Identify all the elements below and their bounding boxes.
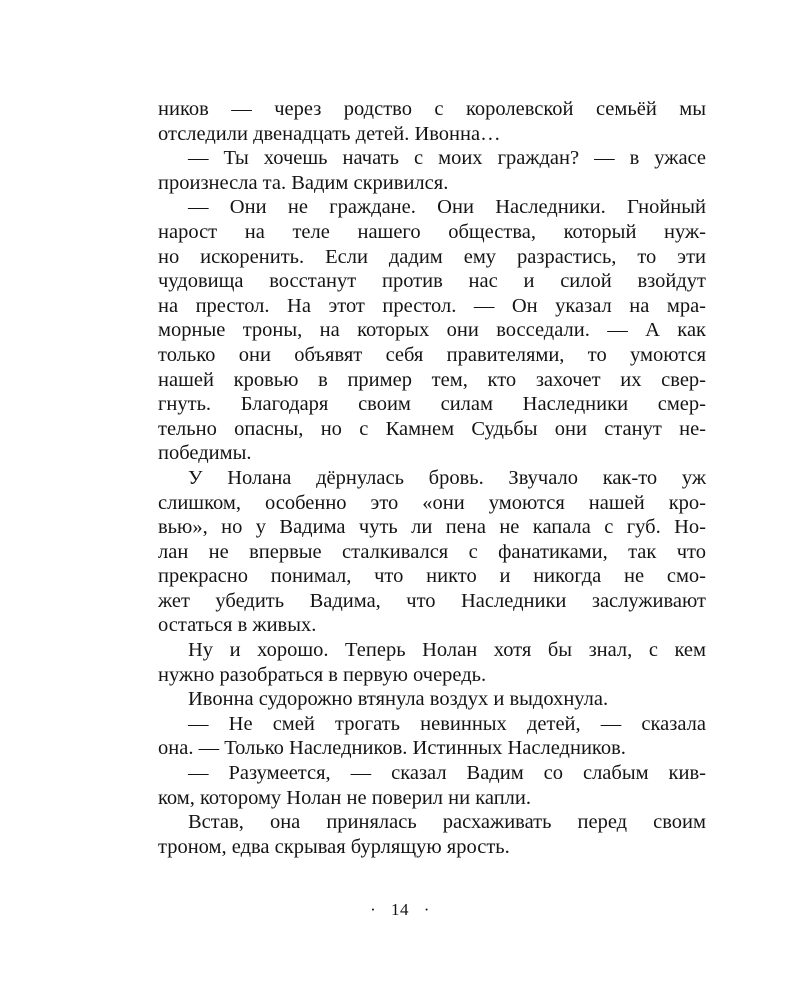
- text-line: — Они не граждане. Они Наследники. Гнойный: [188, 196, 706, 219]
- page-number-dot-right: ·: [423, 900, 430, 919]
- text-line: — Ты хочешь начать с моих граждан? — в ужасе: [188, 147, 706, 170]
- text-line: отследили двенадцать детей. Ивонна…: [158, 122, 501, 145]
- text-line: она. — Только Наследников. Истинных Наследников.: [158, 737, 626, 760]
- text-line: тельно опасны, но с Камнем Судьбы они станут не-: [158, 417, 706, 440]
- text-line: лан не впервые сталкивался с фанатиками, так что: [158, 540, 706, 563]
- text-line: вью», но у Вадима чуть ли пена не капала с губ. Но-: [158, 516, 706, 539]
- text-line: Встав, она принялась расхаживать перед своим: [188, 811, 706, 834]
- text-line: троном, едва скрывая бурлящую ярость.: [158, 835, 510, 858]
- page-number: 14: [391, 900, 409, 919]
- text-line: — Не смей трогать невинных детей, — сказала: [188, 712, 706, 735]
- text-line: только они объявят себя правителями, то умоются: [158, 343, 706, 366]
- text-line: ком, которому Нолан не поверил ни капли.: [158, 786, 531, 809]
- text-line: нашей кровью в пример тем, кто захочет их свер-: [158, 368, 706, 391]
- text-line: Ну и хорошо. Теперь Нолан хотя бы знал, с кем: [188, 639, 706, 662]
- text-line: У Нолана дёрнулась бровь. Звучало как-то уж: [188, 466, 706, 489]
- text-line: жет убедить Вадима, что Наследники заслуживают: [158, 589, 706, 612]
- page-number-dot-left: ·: [370, 900, 377, 919]
- text-line: на престол. На этот престол. — Он указал на мра-: [158, 294, 706, 317]
- text-line: произнесла та. Вадим скривился.: [158, 171, 449, 194]
- text-line: остаться в живых.: [158, 614, 317, 637]
- text-line: нарост на теле нашего общества, который нуж-: [158, 220, 706, 243]
- page-number-footer: [0, 899, 800, 921]
- body-text: [158, 97, 706, 859]
- text-line: прекрасно понимал, что никто и никогда не смо-: [158, 565, 706, 588]
- text-line: победимы.: [158, 442, 252, 465]
- text-line: нужно разобраться в первую очередь.: [158, 663, 487, 686]
- text-line: слишком, особенно это «они умоются нашей кро-: [158, 491, 706, 514]
- text-line: — Разумеется, — сказал Вадим со слабым кив-: [188, 762, 706, 785]
- text-line: морные троны, на которых они восседали. — А как: [158, 319, 706, 342]
- text-line: чудовища восстанут против нас и силой взойдут: [158, 270, 706, 293]
- text-line: ников — через родство с королевской семьёй мы: [158, 98, 706, 120]
- text-line: но искоренить. Если дадим ему разрастись, то эти: [158, 245, 706, 268]
- text-line: Ивонна судорожно втянула воздух и выдохнула.: [188, 688, 609, 711]
- text-line: гнуть. Благодаря своим силам Наследники смер-: [158, 393, 706, 416]
